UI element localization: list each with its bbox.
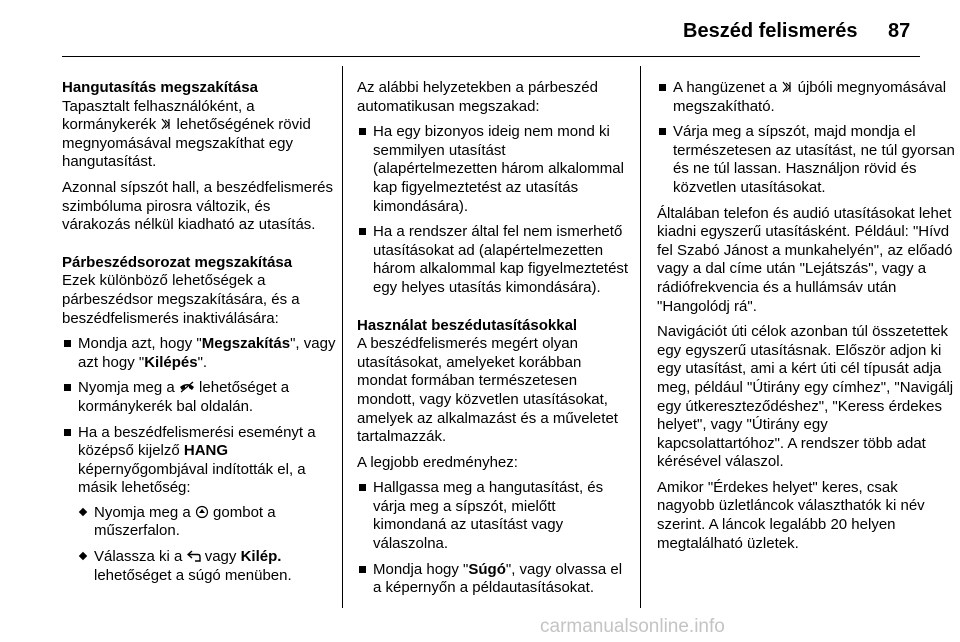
paragraph: A legjobb eredményhez: <box>357 453 518 471</box>
list-item: Ha a rendszer által fel nem ismerhető utasításokat ad (alapértelmezetten három alkalommal kap figyelmeztetést egy helyes utasítás kimondására). <box>357 223 629 297</box>
header-rule <box>62 56 920 57</box>
heading-interrupt-voice: Hangutasítás megszakítása <box>62 79 258 96</box>
sub-list <box>78 504 340 585</box>
list-item: Válassza ki a vagy Kilép. lehetőséget a súgó menüben. <box>78 548 340 585</box>
paragraph: Amikor "Érdekes helyet" keres, csak nagyobb üzletláncok választhatók ki név szerint. A láncok legalább 20 helyen megtalálható üzletek. <box>657 478 925 552</box>
heading-voice-commands: Használat beszédutasításokkal <box>357 316 578 334</box>
page-title: Beszéd felismerés <box>683 20 858 42</box>
page-number: 87 <box>888 20 911 42</box>
voice-steering-icon <box>781 80 793 94</box>
paragraph: A beszédfelismerés megért olyan utasításokat, amelyeket korábban mondat formában természetesen mondott, vagy közvetlen utasításokat, amelyek az alkalmazást és a műveletet tartalmazzák. <box>357 335 618 446</box>
list-item: Nyomja meg a lehetőséget a kormánykerék bal oldalán. <box>62 379 340 416</box>
bullet-list <box>357 479 629 598</box>
text: Tapasztalt felhasználóként, a kormánykerék <box>62 97 255 134</box>
heading-interrupt-dialog: Párbeszédsorozat megszakítása <box>62 253 293 271</box>
phone-hangup-icon <box>179 380 195 394</box>
column-divider <box>640 66 641 608</box>
paragraph: Ezek különböző lehetőségek a párbeszédsor megszakítására, és a beszédfelismerés inaktiválására: <box>62 272 300 327</box>
back-arrow-icon <box>187 549 201 563</box>
paragraph: Az alábbi helyzetekben a párbeszéd automatikusan megszakad: <box>357 79 598 115</box>
bullet-list <box>62 335 340 585</box>
paragraph: Navigációt úti célok azonban túl összetettek egy egyszerű utasításnak. Először adjon ki egy utasítást, ami a kért úti cél típusát adja meg, például "Útirány egy címhez", "Navigálj egy útkereszteződéshez", "Keress érdekes helyet", vagy "Útirány egy kapcsolattartóhoz". A rendszer több adat kérésével válaszol. <box>657 323 954 471</box>
list-item: Nyomja meg a gombot a műszerfalon. <box>78 504 340 541</box>
list-item: Mondja hogy "Súgó", vagy olvassa el a képernyőn a példautasításokat. <box>357 561 629 598</box>
paragraph: Azonnal sípszót hall, a beszédfelismerés szimbóluma pirosra változik, és várakozás nélkül kiadható az utasítás. <box>62 178 333 234</box>
column-2 <box>357 79 629 605</box>
list-item: Ha egy bizonyos ideig nem mond ki semmilyen utasítást (alapértelmezetten három alkalommal kap figyelmeztetést az utasítás kimondására). <box>357 123 629 216</box>
home-star-icon <box>195 505 209 519</box>
column-1 <box>62 79 340 592</box>
paragraph: Általában telefon és audió utasításokat lehet kiadni egyszerű utasításként. Például: "Hívd fel Szabó Jánost a munkahelyén", az előadó vagy a dal címe után "Lejátszás", vagy a rádiófrekvencia és a hullámsáv után "Hangolódj rá". <box>657 204 953 315</box>
list-item: Mondja azt, hogy "Megszakítás", vagy azt hogy "Kilépés". <box>62 335 340 372</box>
text: lehetőségének rövid megnyomásával megszakíthat egy hangutasítást. <box>62 116 311 171</box>
watermark: carmanualsonline.info <box>540 616 725 637</box>
list-item: A hangüzenet a újbóli megnyomásával megszakítható. <box>657 79 957 116</box>
bullet-list <box>357 123 629 297</box>
list-item: Ha a beszédfelismerési eseményt a középső kijelző HANG képernyőgombjával indították el, a másik lehetőség: Nyomja meg a gombot a műszerfalon. Válassza ki a vagy Kilép. lehetőséget a súgó menüben. <box>62 424 340 586</box>
voice-steering-icon <box>160 117 172 131</box>
page-header <box>0 0 960 58</box>
list-item: Hallgassa meg a hangutasítást, és várja meg a sípszót, mielőtt kimondaná az utasítást vagy válaszolna. <box>357 479 629 553</box>
column-divider <box>342 66 343 608</box>
list-item: Várja meg a sípszót, majd mondja el természetesen az utasítást, ne túl gyorsan és ne túl lassan. Használjon rövid és közvetlen utasításokat. <box>657 123 957 197</box>
paragraph <box>62 98 340 172</box>
bullet-list <box>657 79 957 198</box>
column-3 <box>657 79 957 560</box>
